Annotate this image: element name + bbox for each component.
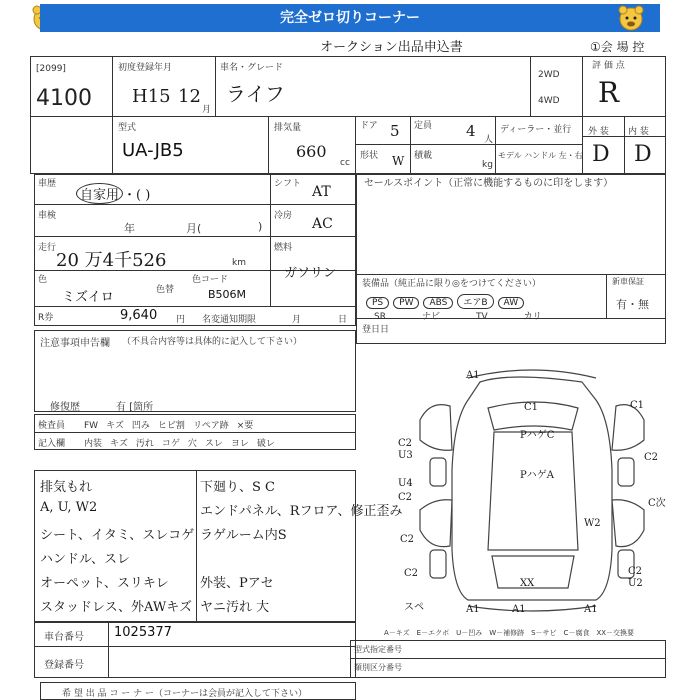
displacement-value: 660 bbox=[296, 142, 327, 161]
mileage-unit: km bbox=[232, 258, 246, 268]
registration-month: 12 bbox=[178, 86, 201, 107]
inspection-label: 車検 bbox=[38, 211, 57, 221]
tax-label: R券 bbox=[38, 313, 54, 323]
venue-copy-label: ①会 場 控 bbox=[590, 40, 645, 54]
notes-hint: （不具合内容等は具体的に記入して下さい） bbox=[122, 337, 303, 347]
damage-label: XX bbox=[520, 578, 535, 589]
equipment-item: エアB bbox=[457, 294, 493, 309]
damage-label: C2 bbox=[398, 438, 413, 449]
check-row-1 bbox=[84, 418, 261, 431]
remark-right: 外装、Pアセ bbox=[200, 576, 274, 591]
damage-label: U2 bbox=[628, 578, 643, 589]
displacement-unit: cc bbox=[340, 158, 350, 168]
exterior-label: 外 装 bbox=[588, 127, 609, 137]
damage-label: スペ bbox=[404, 602, 424, 613]
check-item: 破レ bbox=[256, 439, 275, 449]
reg-number-label: 登録番号 bbox=[44, 660, 84, 671]
color-code-value: B506M bbox=[208, 288, 247, 301]
seal-label-1: 型式指定番号 bbox=[354, 645, 402, 654]
check-item: FW bbox=[84, 421, 99, 431]
registration-label: 初度登録年月 bbox=[118, 63, 173, 73]
damage-label: A1 bbox=[466, 604, 480, 615]
shape-value: W bbox=[392, 154, 405, 168]
damage-label: A1 bbox=[512, 604, 526, 615]
wish-label: 希 望 出 品 コ ー ナ ー（コーナーは会員が記入して下さい） bbox=[62, 689, 308, 699]
remark-left: オーペット、スリキレ bbox=[40, 576, 169, 591]
mileage-label: 走行 bbox=[38, 243, 57, 253]
displacement-label: 排気量 bbox=[274, 123, 302, 133]
equipment-item: TV bbox=[475, 312, 488, 322]
damage-legend: A－キズ E－エクボ U－凹み W－補修跡 S－サビ C－腐食 XX－交換要 bbox=[384, 629, 635, 637]
damage-label: C2 bbox=[404, 568, 419, 579]
damage-label: C1 bbox=[630, 400, 645, 411]
registration-year: H15 bbox=[132, 86, 171, 107]
check-item: 内装 bbox=[84, 439, 103, 449]
notes-label: 注意事項申告欄 bbox=[40, 338, 110, 349]
check-item: 穴 bbox=[187, 439, 197, 449]
car-name: ライフ bbox=[226, 82, 285, 106]
score-label: 評 価 点 bbox=[592, 61, 625, 71]
history-label: 車歴 bbox=[38, 179, 57, 189]
capacity-label: 定員 bbox=[414, 121, 433, 131]
damage-label: C2 bbox=[398, 492, 413, 503]
name-change-label: 名変通知期限 bbox=[202, 315, 257, 325]
drive-4wd: 4WD bbox=[538, 96, 560, 106]
inspection-year: 年 bbox=[124, 222, 135, 235]
car-damage-diagram bbox=[360, 360, 666, 620]
damage-label: W2 bbox=[584, 518, 601, 529]
check-item: ヒビ割 bbox=[157, 421, 185, 431]
check-item: 凹み bbox=[131, 421, 150, 431]
check-item: キズ bbox=[106, 421, 124, 431]
new-car-warranty-label: 新車保証 bbox=[612, 277, 644, 286]
repair-label: 修復歴 bbox=[50, 402, 80, 413]
remark-right: エンドパネル、Rフロア、修正歪み bbox=[200, 504, 403, 519]
damage-label: PハゲC bbox=[520, 430, 555, 441]
fuel-value: ガソリン bbox=[284, 266, 337, 281]
check-item: コゲ bbox=[161, 439, 180, 449]
remark-right: 下廻り、S C bbox=[200, 480, 275, 495]
capacity-value: 4 bbox=[466, 122, 476, 140]
damage-label: U3 bbox=[398, 450, 413, 461]
color-label: 色 bbox=[38, 275, 48, 285]
check-item: ヨレ bbox=[230, 439, 249, 449]
name-change-month: 月 bbox=[292, 315, 302, 325]
equipment-item: AW bbox=[498, 297, 525, 309]
check-label-2: 記入欄 bbox=[38, 439, 66, 449]
equipment-item: ABS bbox=[423, 297, 453, 309]
load-unit: kg bbox=[482, 160, 493, 170]
remark-right: ヤニ汚れ 大 bbox=[200, 600, 270, 615]
chassis-label: 車台番号 bbox=[44, 632, 84, 643]
check-item: リペア跡 bbox=[192, 421, 229, 431]
equipment-item: カリ bbox=[523, 312, 542, 322]
warranty-value: 有・無 bbox=[616, 298, 649, 311]
tax-value: 9,640 bbox=[120, 308, 158, 323]
color-value: ミズイロ bbox=[62, 290, 114, 305]
equipment-item: PS bbox=[366, 297, 389, 309]
sales-point-label: セールスポイント（正常に機能するものに印をします） bbox=[364, 178, 614, 189]
fuel-label: 燃料 bbox=[274, 243, 293, 253]
damage-label: A1 bbox=[584, 604, 598, 615]
color-change-label: 色替 bbox=[156, 285, 175, 295]
equipment-item: SR bbox=[374, 312, 386, 322]
damage-label: PハゲA bbox=[520, 470, 554, 481]
equipment-item: ナビ bbox=[421, 312, 440, 322]
lot-id: [2099] bbox=[36, 64, 66, 74]
interior-label: 内 装 bbox=[628, 127, 649, 137]
score-value: R bbox=[598, 76, 620, 109]
capacity-unit: 人 bbox=[484, 135, 494, 145]
remark-left: A, U, W2 bbox=[40, 500, 98, 515]
check-label-1: 検査員 bbox=[38, 421, 66, 431]
equipment-label: 装備品（純正品に限り◎をつけてください） bbox=[362, 279, 541, 289]
history-value: 自家用 ・( ) bbox=[76, 183, 150, 204]
check-item: 汚れ bbox=[135, 439, 154, 449]
aircon-value: AC bbox=[312, 216, 333, 232]
damage-label: C次 bbox=[648, 498, 666, 509]
dealer-label: ディーラー・並行 bbox=[500, 125, 572, 135]
mascot-bear-icon-right bbox=[616, 4, 646, 32]
exterior-score: D bbox=[592, 142, 610, 167]
damage-label: C2 bbox=[400, 534, 415, 545]
doors-label: ドア bbox=[360, 121, 378, 131]
registration-month-unit: 月 bbox=[202, 105, 212, 115]
banner-title: 完全ゼロ切りコーナー bbox=[40, 4, 660, 32]
load-label: 積載 bbox=[414, 151, 433, 161]
shift-value: AT bbox=[312, 184, 331, 200]
inspection-close: ) bbox=[258, 220, 263, 233]
repair-value: 有 [箇所 bbox=[116, 402, 154, 413]
damage-label: A1 bbox=[466, 370, 480, 381]
mileage-value: 20 万4千526 bbox=[56, 250, 167, 271]
damage-label: C1 bbox=[524, 402, 539, 413]
equipment-row-2 bbox=[374, 304, 578, 323]
check-item: スレ bbox=[204, 439, 223, 449]
remark-left: ハンドル、スレ bbox=[40, 552, 130, 567]
seal-label-2: 類別区分番号 bbox=[354, 663, 402, 672]
tax-unit: 円 bbox=[176, 315, 186, 325]
check-item: キズ bbox=[110, 439, 128, 449]
damage-label: U4 bbox=[398, 478, 413, 489]
color-code-label: 色コード bbox=[192, 275, 229, 285]
interior-score: D bbox=[634, 142, 652, 167]
aircon-label: 冷房 bbox=[274, 211, 293, 221]
remark-left: 排気もれ bbox=[40, 480, 93, 495]
remark-left: シート、イタミ、スレコゲ bbox=[40, 528, 195, 543]
chassis-value: 1025377 bbox=[114, 625, 172, 640]
model-value: UA-JB5 bbox=[122, 140, 184, 161]
shape-label: 形状 bbox=[360, 151, 379, 161]
drive-2wd: 2WD bbox=[538, 70, 560, 80]
registration-date-label: 登日日 bbox=[362, 325, 390, 335]
check-item: ×要 bbox=[236, 421, 254, 431]
model-label: 型式 bbox=[118, 123, 137, 133]
form-subtitle: オークション出品申込書 bbox=[320, 40, 463, 55]
inspection-month: 月( bbox=[186, 222, 202, 235]
equipment-item: PW bbox=[393, 297, 419, 309]
check-row-2 bbox=[84, 436, 283, 449]
car-name-label: 車名・グレード bbox=[220, 63, 284, 73]
doors-value: 5 bbox=[390, 122, 400, 140]
damage-label: C2 bbox=[644, 452, 659, 463]
remark-left: スタッドレス、外AWキズ bbox=[40, 600, 192, 615]
name-change-day: 日 bbox=[338, 315, 348, 325]
remark-right: ラゲルーム内S bbox=[200, 528, 287, 543]
shift-label: シフト bbox=[274, 179, 302, 189]
handle-label: モデル ハンドル 左・右 bbox=[498, 151, 583, 160]
damage-label: C2 bbox=[628, 566, 643, 577]
lot-number: 4100 bbox=[36, 86, 92, 111]
